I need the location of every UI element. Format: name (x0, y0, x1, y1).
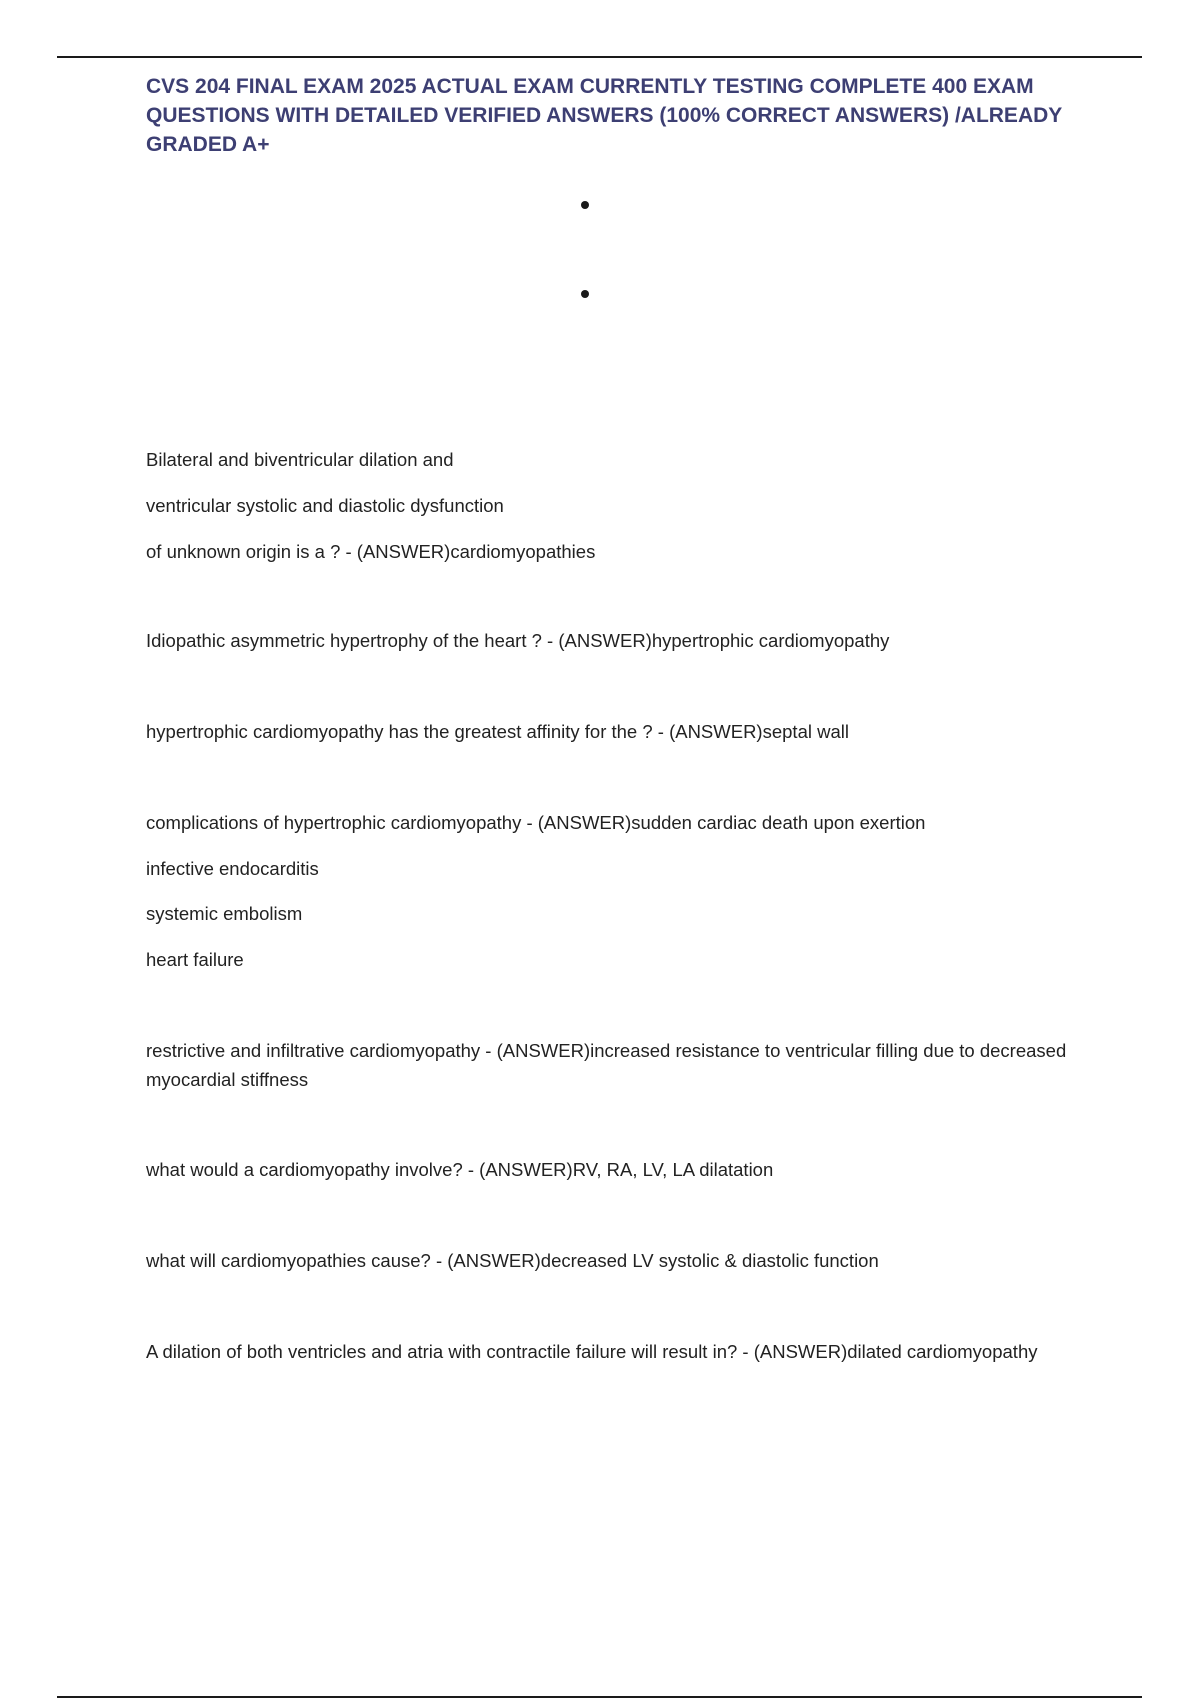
text-line: Idiopathic asymmetric hypertrophy of the heart ? - (ANSWER)hypertrophic cardiomyopathy (146, 630, 890, 651)
text-line: of unknown origin is a ? - (ANSWER)cardiomyopathies (146, 541, 596, 562)
text-line: infective endocarditis (146, 858, 319, 879)
text-line: what will cardiomyopathies cause? - (ANSWER)decreased LV systolic & diastolic function (146, 1250, 879, 1271)
text-line: A dilation of both ventricles and atria with contractile failure will result in? - (ANSWER)dilated cardiomyopathy (146, 1341, 1038, 1362)
bullet-point (581, 201, 589, 209)
text-line: what would a cardiomyopathy involve? - (ANSWER)RV, RA, LV, LA dilatation (146, 1159, 774, 1180)
text-line: complications of hypertrophic cardiomyopathy - (ANSWER)sudden cardiac death upon exertion (146, 812, 926, 833)
text-line: Bilateral and biventricular dilation and (146, 449, 454, 470)
text-line: hypertrophic cardiomyopathy has the greatest affinity for the ? - (ANSWER)septal wall (146, 721, 849, 742)
bullet-point (581, 290, 589, 298)
top-rule (57, 56, 1142, 58)
document-title: CVS 204 FINAL EXAM 2025 ACTUAL EXAM CURRENTLY TESTING COMPLETE 400 EXAM QUESTIONS WITH DETAILED VERIFIED ANSWERS (100% CORRECT ANSWERS) /ALREADY GRADED A+ (146, 75, 1062, 156)
text-line: systemic embolism (146, 903, 303, 924)
bottom-rule (57, 1696, 1142, 1698)
text-line: restrictive and infiltrative cardiomyopathy - (ANSWER)increased resistance to ventricular filling due to decreased myocardial stiffness (146, 1040, 1067, 1090)
text-line: heart failure (146, 949, 244, 970)
text-line: ventricular systolic and diastolic dysfunction (146, 495, 504, 516)
